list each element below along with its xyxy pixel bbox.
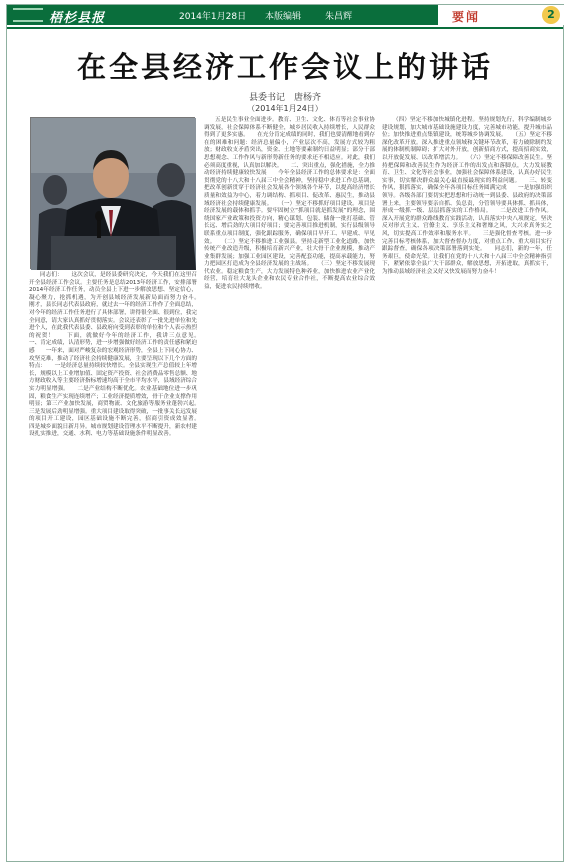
article-title: 在全县经济工作会议上的讲话	[76, 50, 493, 84]
paper-name: 梧杉县报	[49, 11, 106, 26]
editor-name: 朱昌辉	[325, 12, 353, 22]
speaker-photo-image	[31, 118, 196, 270]
article-column-3	[382, 117, 552, 857]
article-column-2	[204, 117, 375, 857]
article-column-1	[29, 272, 209, 857]
masthead-band	[7, 5, 563, 25]
masthead-ornament	[13, 8, 43, 22]
article-text: （四）坚定不移加快城镇化进程。坚持规划先行，科学编制城乡建设规划，加大城市基础设施建设力度，完善城市功能，提升城市品位；加快推进重点集镇建设，统筹城乡协调发展。 （五）坚定不移深化改革开放。深入推进重点领域和关键环节改革，着力破除制约发展的体制机制障碍；扩大对外开放，创新招商方式，提高招商实效，以开放促发展、以改革增活力。 （六）坚定不移保障改善民生。坚持把保障和改善民生作为经济工作的出发点和落脚点，大力发展教育、卫生、文化等社会事业，加强社会保障体系建设，认真办好民生实事，切实解决群众最关心最直接最现实的利益问题。 三、转变作风，狠抓落实，确保全年各项目标任务圆满完成 一是加强组织领导。各级各部门要切实把思想和行动统一到县委、县政府的决策部署上来，主要领导要亲自抓、负总责，分管领导要具体抓、抓具体，形成一级抓一级、层层抓落实的工作格局。 二是改进工作作风。深入开展党的群众路线教育实践活动，认真落实中央八项规定，坚决反对形式主义、官僚主义、享乐主义和奢靡之风，大兴求真务实之风，切实提高工作效率和服务水平。 三是强化督查考核。进一步完善目标考核体系，加大督查督办力度，对重点工作、重大项目实行跟踪督查，确保各项决策部署落到实处。 同志们，新的一年，任务艰巨，使命光荣。让我们在党的十八大和十八届三中全会精神指引下，紧紧依靠全县广大干部群众，解放思想，开拓进取，真抓实干，为推动县域经济社会又好又快发展而努力奋斗！	[382, 117, 552, 275]
article-text: 同志们： 这次会议，是经县委研究决定，今天我们在这里召开全县经济工作会议。主要任务是总结2013年经济工作，安排部署2014年经济工作任务，动员全县上下进一步解放思想、坚定信心，凝心聚力，抢抓机遇，为开创县域经济发展新局面而努力奋斗。 刚才，县长同志代表县政府，就过去一年的经济工作作了全面总结，对今年的经济工作任务进行了具体部署，讲得很全面、很到位，我完全同意，请大家认真抓好贯彻落实。会议还表彰了一批先进单位和先进个人，在此我代表县委、县政府向受到表彰的单位和个人表示热烈的祝贺！ 下面，就做好今年的经济工作，我讲三点意见。 一、肯定成绩，认清形势，进一步增强做好经济工作的责任感和紧迫感 一年来，面对严峻复杂的宏观经济形势，全县上下同心协力、攻坚克难，推动了经济社会持续健康发展，主要呈现以下几个方面的特点： 一是经济总量持续较快增长。全县实现生产总值较上年增长，规模以上工业增加值、固定资产投资、社会消费品零售总额、地方财政收入等主要经济指标增速均高于全市平均水平，县域经济综合实力明显增强。 二是产业结构不断优化。农业基础地位进一步巩固，粮食生产实现连续增产；工业经济提质增效，骨干企业支撑作用明显；第三产业加快发展，商贸物流、文化旅游等服务业蓬勃兴起。 三是发展后劲明显增强。重大项目建设取得突破，一批事关长远发展的项目开工建设，园区基础设施不断完善，招商引资成效显著。 四是城乡面貌日新月异。城市规划建设管理水平不断提升，新农村建设扎实推进，交通、水利、电力等基础设施条件明显改善。	[29, 272, 209, 438]
section-name: 要闻	[452, 10, 481, 24]
speaker-photo	[30, 117, 195, 269]
newspaper-page	[6, 4, 564, 862]
section-tab	[437, 5, 565, 25]
article-date: （2014年1月24日）	[247, 104, 323, 113]
article-text: 五是民生事业全面进步。教育、卫生、文化、体育等社会事业协调发展，社会保障体系不断健全，城乡居民收入持续增长，人民群众得到了更多实惠。 在充分肯定成绩的同时，我们也要清醒地看到存在的困难和问题：经济总量偏小，产业层次不高，发展方式较为粗放；财政收支矛盾突出，资金、土地等要素制约日益明显；部分干部思想观念、工作作风与新形势新任务的要求还不相适应。对此，我们必须高度重视，认真加以解决。 二、突出重点，强化措施，全力推动经济持续健康较快发展 今年全县经济工作的总体要求是：全面贯彻党的十八大和十八届三中全会精神，坚持稳中求进工作总基调，把改革创新贯穿于经济社会发展各个领域各个环节，以提高经济增长质量和效益为中心，着力调结构、抓项目、促改革、惠民生，推动县域经济社会持续健康发展。 （一）坚定不移抓好项目建设。项目是经济发展的载体和抓手。要牢固树立“抓项目就是抓发展”的理念，围绕国家产业政策和投资方向，精心谋划、包装、储备一批打基础、管长远、增后劲的大项目好项目；要完善项目推进机制，实行县级领导联系重点项目制度，强化跟踪服务，确保项目早开工、早建成、早见效。 （二）坚定不移推进工业强县。坚持走新型工业化道路，加快传统产业改造升级，积极培育新兴产业，壮大骨干企业规模，推动产业集群发展；加强工业园区建设，完善配套功能，提高承载能力，努力把园区打造成为全县经济发展的主战场。 （三）坚定不移发展现代农业。稳定粮食生产，大力发展特色种养业，加快推进农业产业化经营，培育壮大龙头企业和农民专业合作社，不断提高农业综合效益，促进农民持续增收。	[204, 117, 375, 291]
article-byline: 县委书记 唐杨齐	[248, 93, 321, 103]
editor-label: 本版编辑	[265, 12, 302, 22]
issue-date: 2014年1月28日	[179, 12, 247, 22]
page-number-badge: 2	[542, 6, 560, 24]
masthead	[7, 5, 563, 31]
masthead-rule	[7, 27, 563, 29]
